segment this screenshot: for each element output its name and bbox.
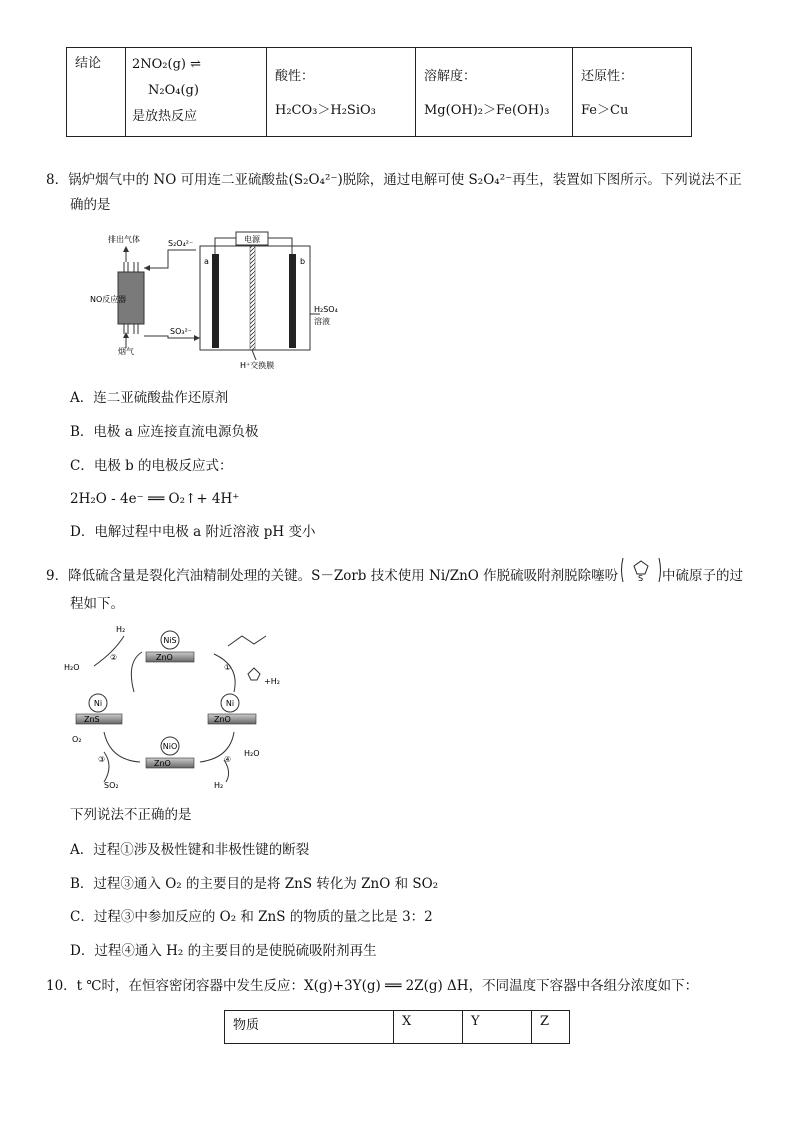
svg-text:NiO: NiO: [162, 742, 178, 751]
concentration-table: [224, 1010, 570, 1044]
solution-label: 溶液: [314, 317, 330, 326]
desulfurization-cycle: [64, 622, 304, 794]
header-x: X: [394, 1011, 463, 1044]
q9-option-d: D．过程④通入 H₂ 的主要目的是使脱硫吸附剂再生: [70, 943, 377, 959]
equilibrium-conclusion: 是放热反应: [132, 109, 198, 124]
q8-option-d: D．电解过程中电极 a 附近溶液 pH 变小: [70, 524, 316, 540]
svg-text:S: S: [638, 574, 644, 583]
svg-text:ZnO: ZnO: [156, 653, 173, 662]
flue-gas-label: 烟气: [118, 347, 134, 356]
reducibility-value: Fe＞Cu: [581, 103, 629, 118]
svg-text:H₂O: H₂O: [244, 749, 260, 758]
svg-text:NiS: NiS: [163, 636, 177, 645]
acidity-value: H₂CO₃＞H₂SiO₃: [275, 103, 376, 118]
svg-text:Ni: Ni: [225, 699, 235, 708]
equilibrium-line2: N₂O₄(g): [148, 83, 199, 98]
solubility-label: 溶解度：: [424, 69, 477, 84]
header-substance: 物质: [225, 1011, 394, 1044]
electrode-a: [212, 254, 219, 348]
q9-option-a: A．过程①涉及极性键和非极性键的断裂: [70, 842, 310, 858]
thiophene-icon: [620, 556, 662, 586]
q8-option-c-equation: 2H₂O - 4e⁻ ══ O₂↑+ 4H⁺: [70, 491, 240, 507]
svg-text:H₂O: H₂O: [64, 663, 80, 672]
power-label: 电源: [244, 235, 260, 244]
q9-question: 下列说法不正确的是: [70, 807, 192, 823]
q9-stem-line2: 程如下。: [70, 596, 124, 612]
q9-option-b: B．过程③通入 O₂ 的主要目的是将 ZnS 转化为 ZnO 和 SO₂: [70, 876, 439, 892]
q8-stem-line1: 8．锅炉烟气中的 NO 可用连二亚硫酸盐(S₂O₄²⁻)脱除，通过电解可使 S₂O₄²⁻再生，装置如下图所示。下列说法不正: [46, 172, 742, 188]
svg-text:③: ③: [98, 755, 106, 764]
svg-text:ZnS: ZnS: [84, 715, 100, 724]
q9-stem-line1: 9．降低硫含量是裂化汽油精制处理的关键。S－Zorb 技术使用 Ni/ZnO 作脱硫吸附剂脱除噻吩: [46, 568, 619, 584]
svg-text:ZnO: ZnO: [154, 759, 171, 768]
acidity-label: 酸性：: [275, 69, 315, 84]
svg-text:①: ①: [224, 663, 232, 672]
q8-stem-line2: 确的是: [70, 197, 111, 213]
svg-text:H₂: H₂: [116, 625, 126, 634]
svg-text:SO₂: SO₂: [104, 781, 119, 790]
svg-text:Ni: Ni: [93, 699, 103, 708]
svg-text:O₂: O₂: [72, 735, 82, 744]
row-label: 结论: [75, 56, 102, 71]
so3-label: SO₃²⁻: [170, 327, 193, 336]
electrode-b-label: b: [300, 257, 306, 266]
membrane-label: H⁺交换膜: [240, 361, 275, 370]
reducibility-label: 还原性：: [581, 69, 634, 84]
header-y: Y: [463, 1011, 532, 1044]
exhaust-label: 排出气体: [108, 235, 140, 244]
q8-option-c: C．电极 b 的电极反应式：: [70, 458, 233, 474]
equilibrium-line1: 2NO₂(g) ⇌: [132, 57, 202, 72]
q8-option-a: A．连二亚硫酸盐作还原剂: [70, 390, 229, 406]
conclusion-table: [66, 47, 692, 137]
q8-option-b: B．电极 a 应连接直流电源负极: [70, 424, 259, 440]
electrolysis-diagram: [90, 228, 350, 378]
svg-text:+H₂: +H₂: [264, 677, 280, 686]
svg-text:ZnO: ZnO: [214, 715, 231, 724]
h2so4-label: H₂SO₄: [314, 305, 338, 314]
reactor-label: NO反应器: [90, 295, 127, 304]
q10-stem: 10．t ℃时，在恒容密闭容器中发生反应：X(g)+3Y(g) ══ 2Z(g) ΔH，不同温度下容器中各组分浓度如下：: [46, 978, 699, 994]
svg-text:②: ②: [110, 653, 118, 662]
solubility-value: Mg(OH)₂＞Fe(OH)₃: [424, 103, 550, 118]
svg-text:H₂: H₂: [214, 781, 224, 790]
header-z: Z: [532, 1011, 570, 1044]
exchange-membrane: [250, 246, 255, 350]
svg-text:④: ④: [224, 755, 232, 764]
s2o4-label: S₂O₄²⁻: [168, 239, 194, 248]
q9-stem-line1-end: 中硫原子的过: [662, 568, 743, 584]
q9-option-c: C．过程③中参加反应的 O₂ 和 ZnS 的物质的量之比是 3：2: [70, 909, 433, 925]
electrode-a-label: a: [204, 257, 209, 266]
electrode-b: [289, 254, 296, 348]
